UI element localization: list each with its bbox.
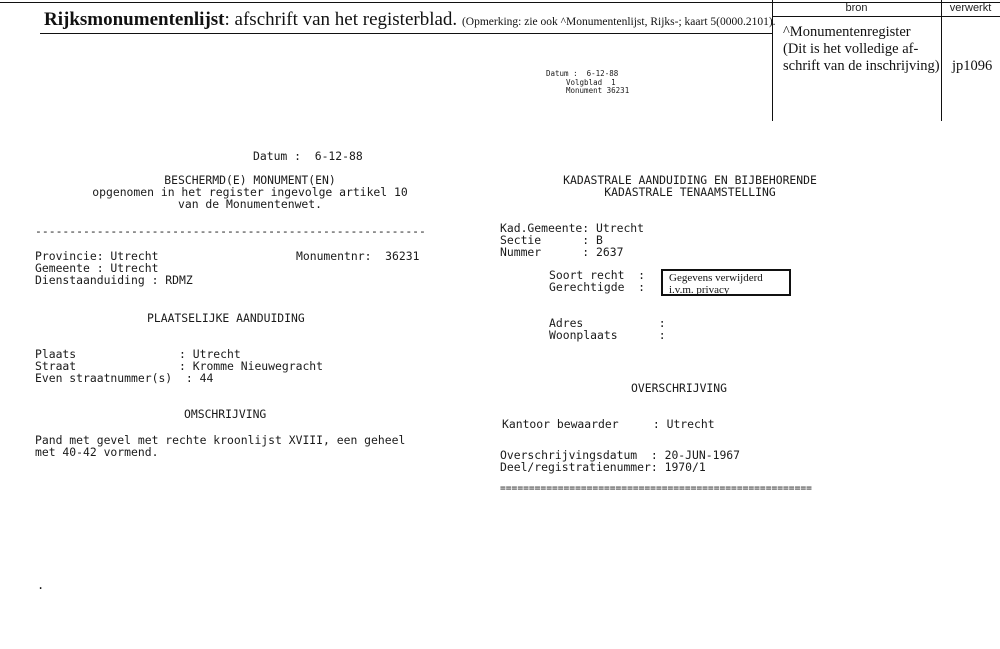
stamp-datum: Datum : 6-12-88: [546, 69, 619, 78]
dienst-line: Dienstaanduiding : RDMZ: [35, 273, 193, 287]
adres-line: Adres :: [549, 316, 666, 330]
stray-mark: .: [37, 578, 45, 592]
kantoor-line: Kantoor bewaarder : Utrecht: [502, 417, 715, 431]
verwerkt-cell: jp1096: [952, 58, 993, 74]
header-underline: [40, 33, 772, 34]
table-divider-left: [772, 0, 773, 121]
overschrijving-heading: OVERSCHRIJVING: [631, 381, 728, 395]
sectie-line: Sectie : B: [500, 233, 603, 247]
left-datum: Datum : 6-12-88: [253, 149, 363, 163]
title-rest: : afschrift van het registerblad.: [224, 9, 458, 30]
equals-separator: ======================================================: [500, 483, 812, 494]
privacy-redaction-box: Gegevens verwijderd i.v.m. privacy: [661, 269, 791, 296]
deel-line: Deel/registratienummer: 1970/1: [500, 460, 706, 474]
gemeente-line: Gemeente : Utrecht: [35, 261, 159, 275]
plaats-line: Plaats : Utrecht: [35, 347, 241, 361]
overschrijvingsdatum-line: Overschrijvingsdatum : 20-JUN-1967: [500, 448, 741, 462]
kad-gemeente-line: Kad.Gemeente: Utrecht: [500, 221, 645, 235]
woonplaats-line: Woonplaats :: [549, 328, 666, 342]
stamp-volgblad: Volgblad 1: [566, 77, 616, 87]
bron-header: bron: [845, 2, 868, 14]
table-header-rule: [772, 16, 1000, 17]
provincie-line: Provincie: Utrecht: [35, 249, 159, 263]
omschrijving-line: Pand met gevel met rechte kroonlijst XVIII, een geheel: [35, 433, 406, 447]
heading-line: opgenomen in het register ingevolge artikel 10: [92, 185, 408, 199]
kadastrale-heading: [520, 174, 860, 198]
heading-line: KADASTRALE TENAAMSTELLING: [604, 185, 776, 199]
monumentnr-line: Monumentnr: 36231: [296, 249, 420, 263]
monument-heading: [40, 174, 460, 210]
bron-cell: [783, 24, 941, 75]
soort-recht-line: Soort recht :: [549, 268, 646, 282]
heading-line: van de Monumentenwet.: [177, 197, 322, 211]
title-bold: Rijksmonumentenlijst: [44, 9, 225, 30]
straat-line: Straat : Kromme Nieuwegracht: [35, 359, 324, 373]
heading-line: BESCHERMD(E) MONUMENT(EN): [164, 173, 336, 187]
bron-line: schrift van de inschrijving): [783, 58, 940, 74]
bron-line: ^Monumentenregister: [783, 24, 911, 40]
table-divider-mid: [941, 0, 942, 121]
dash-separator: ---------------------------------------------------------: [35, 224, 426, 238]
nummer-line: Nummer : 2637: [500, 245, 624, 259]
gerechtigde-line: Gerechtigde :: [549, 280, 646, 294]
huisnr-line: Even straatnummer(s) : 44: [35, 371, 214, 385]
title-note: (Opmerking: zie ook ^Monumentenlijst, Rijks-; kaart 5(0000.2101).: [461, 16, 776, 28]
plaatselijke-heading: PLAATSELIJKE AANDUIDING: [147, 311, 305, 325]
omschrijving-line: met 40-42 vormend.: [35, 445, 159, 459]
stamp-monument: Monument 36231: [566, 86, 630, 95]
verwerkt-header: verwerkt: [949, 2, 992, 14]
omschrijving-heading: OMSCHRIJVING: [184, 407, 267, 421]
bron-line: (Dit is het volledige af-: [783, 41, 919, 57]
heading-line: KADASTRALE AANDUIDING EN BIJBEHORENDE: [563, 173, 817, 187]
document-title: [44, 9, 776, 31]
page-stamp: [546, 70, 629, 96]
